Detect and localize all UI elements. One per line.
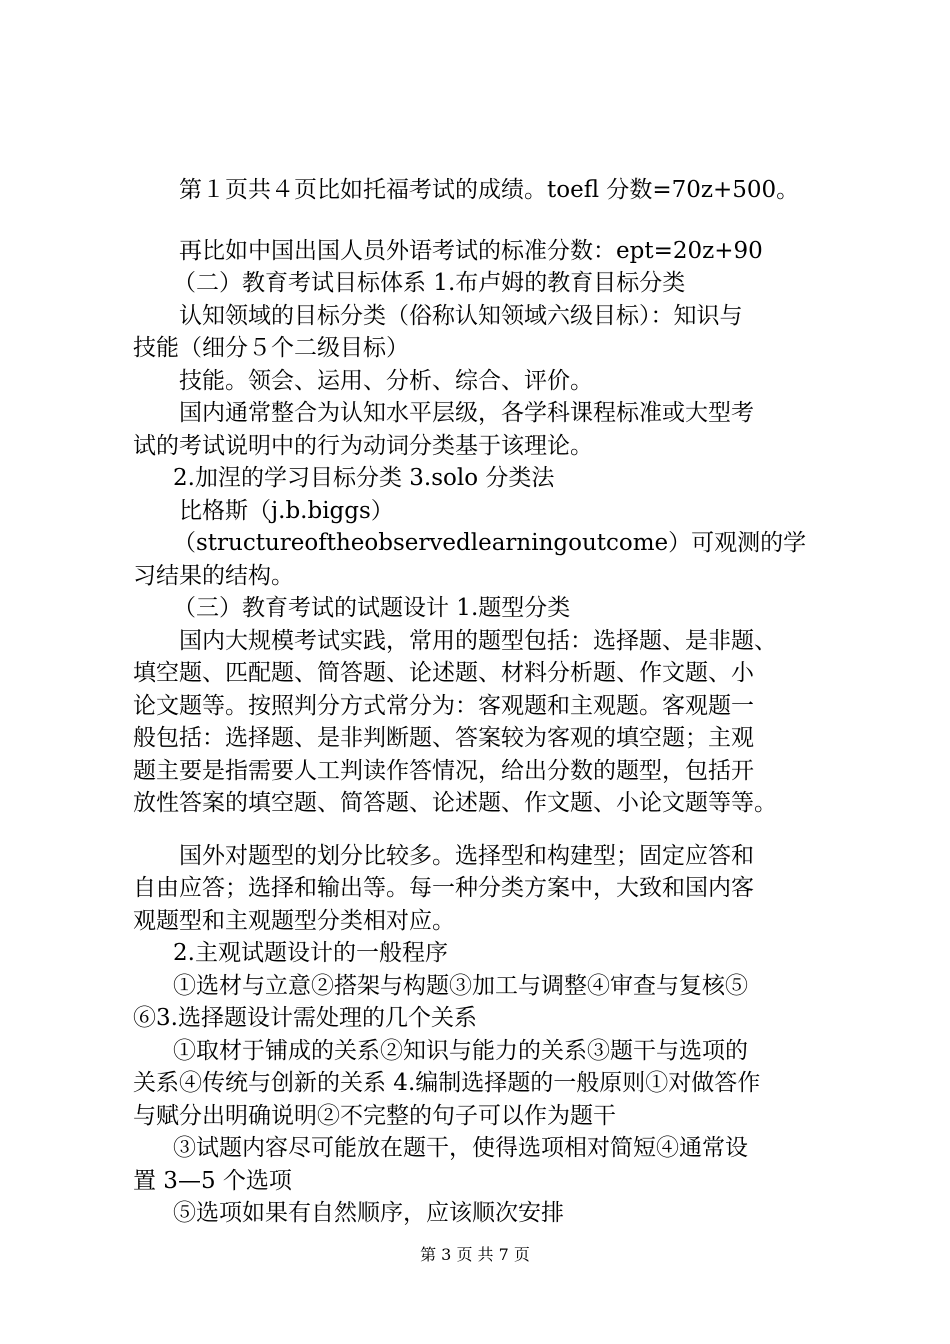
paragraph-line: 第１页共４页比如托福考试的成绩。toefl 分数=70z+500。 xyxy=(179,177,800,203)
paragraph-line: 2.加涅的学习目标分类 3.solo 分类法 xyxy=(173,465,555,491)
section-heading: （二）教育考试目标体系 1.布卢姆的教育目标分类 xyxy=(173,270,686,296)
paragraph-line: 国内通常整合为认知水平层级，各学科课程标准或大型考 xyxy=(179,400,754,426)
paragraph-line: 认知领域的目标分类（俗称认知领域六级目标）：知识与 xyxy=(179,302,743,329)
paragraph-line: 论文题等。按照判分方式常分为：客观题和主观题。客观题一 xyxy=(133,692,754,719)
paragraph-line: 关系④传统与创新的关系 4.编制选择题的一般原则①对做答作 xyxy=(133,1070,761,1096)
paragraph-line: 置 3—5 个选项 xyxy=(133,1167,292,1194)
paragraph-line: ⑥3.选择题设计需处理的几个关系 xyxy=(133,1005,477,1031)
document-body xyxy=(133,174,833,1230)
page-footer xyxy=(0,1245,950,1265)
paragraph-line: 技能。领会、运用、分析、综合、评价。 xyxy=(179,367,593,394)
paragraph-line: 题主要是指需要人工判读作答情况，给出分数的题型，包括开 xyxy=(133,757,754,784)
paragraph-line: 与赋分出明确说明②不完整的句子可以作为题干 xyxy=(133,1102,616,1129)
page-number-label: 第 3 页 共 7 页 xyxy=(420,1245,530,1264)
paragraph-line: ⑤选项如果有自然顺序，应该顺次安排 xyxy=(173,1200,564,1226)
paragraph-line: （structureoftheobservedlearningoutcome）可观测的学 xyxy=(173,530,807,556)
paragraph-line: 填空题、匹配题、简答题、论述题、材料分析题、作文题、小 xyxy=(133,660,754,686)
paragraph-line: 比格斯（j.b.biggs） xyxy=(179,497,394,524)
paragraph-line: 2.主观试题设计的一般程序 xyxy=(173,940,448,966)
paragraph-line: 放性答案的填空题、简答题、论述题、作文题、小论文题等等。 xyxy=(133,790,777,816)
paragraph-line: 技能（细分５个二级目标） xyxy=(133,335,409,361)
paragraph-line: ①取材于铺成的关系②知识与能力的关系③题干与选项的 xyxy=(173,1037,748,1064)
paragraph-line: ③试题内容尽可能放在题干，使得选项相对简短④通常设 xyxy=(173,1135,748,1161)
paragraph-line: 试的考试说明中的行为动词分类基于该理论。 xyxy=(133,432,593,459)
paragraph-line: ①选材与立意②搭架与构题③加工与调整④审查与复核⑤ xyxy=(173,972,748,999)
paragraph-line: 观题型和主观题型分类相对应。 xyxy=(133,907,455,934)
paragraph-line: 再比如中国出国人员外语考试的标准分数：ept=20z+90 xyxy=(179,237,763,264)
paragraph-line: 习结果的结构。 xyxy=(133,562,294,589)
paragraph-line: 自由应答；选择和输出等。每一种分类方案中，大致和国内客 xyxy=(133,875,754,901)
paragraph-line: 般包括：选择题、是非判断题、答案较为客观的填空题；主观 xyxy=(133,725,754,751)
paragraph-line: 国外对题型的划分比较多。选择型和构建型；固定应答和 xyxy=(179,842,754,869)
section-heading: （三）教育考试的试题设计 1.题型分类 xyxy=(173,595,571,621)
paragraph-line: 国内大规模考试实践，常用的题型包括：选择题、是非题、 xyxy=(179,627,777,654)
